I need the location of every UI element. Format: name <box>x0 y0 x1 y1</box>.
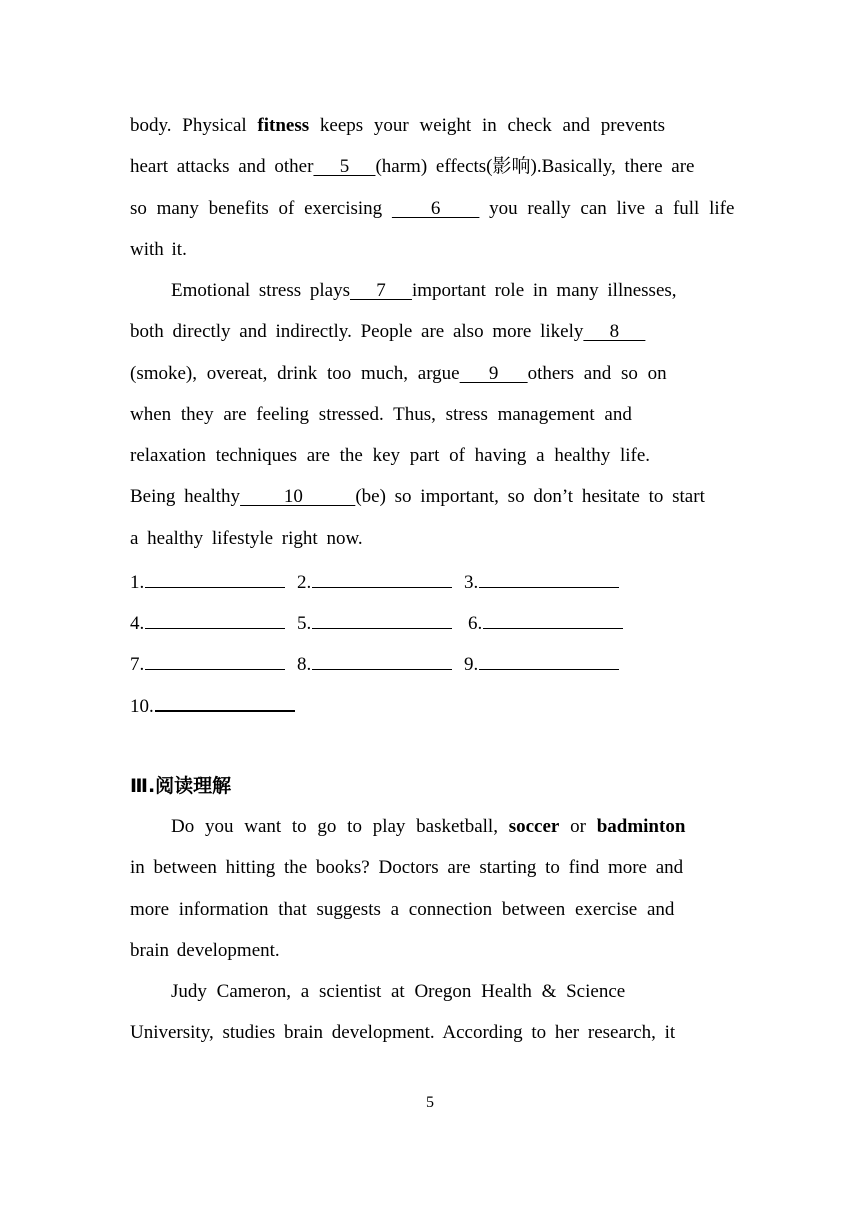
answer-blank[interactable] <box>145 568 285 588</box>
text: University, studies brain development. According to her research, it <box>130 1022 676 1043</box>
text: in between hitting the books? Doctors are starting to find more and <box>130 857 684 878</box>
answer-blank[interactable] <box>155 691 295 712</box>
answer-number: 2. <box>297 572 312 593</box>
answer-blank[interactable] <box>479 568 619 588</box>
answer-number: 5. <box>297 613 312 634</box>
answer-number: 7. <box>130 654 145 675</box>
reading-line-3 <box>130 898 730 922</box>
text: (smoke), overeat, drink too much, argue <box>130 363 460 384</box>
answer-number: 9. <box>464 654 479 675</box>
passage-line-11 <box>130 527 730 551</box>
answer-number: 1. <box>130 572 145 593</box>
text: body. Physical <box>130 115 247 136</box>
answer-line-6[interactable] <box>468 609 623 636</box>
answer-blank[interactable] <box>312 650 452 670</box>
passage-line-4 <box>130 238 730 262</box>
section-heading: Ⅲ.阅读理解 <box>130 775 232 797</box>
answer-number: 10. <box>130 696 154 717</box>
passage-line-10 <box>130 485 730 509</box>
reading-line-6 <box>130 1021 730 1045</box>
passage-line-1 <box>130 114 690 138</box>
passage-line-6 <box>130 320 730 344</box>
answer-number: 6. <box>468 613 483 634</box>
text: Being healthy <box>130 486 241 507</box>
answer-line-10[interactable] <box>130 691 295 719</box>
blank-9[interactable]: 9 <box>459 363 528 384</box>
text: relaxation techniques are the key part of having a healthy life. <box>130 445 651 466</box>
text: others and so on <box>527 363 667 384</box>
answer-line-9[interactable] <box>464 650 619 677</box>
text: Judy Cameron, a scientist at Oregon Health & Science <box>171 981 626 1002</box>
reading-line-4 <box>130 939 730 963</box>
reading-line-2 <box>130 856 730 880</box>
text: a healthy lifestyle right now. <box>130 528 363 549</box>
bold-word-fitness: fitness <box>257 115 310 136</box>
text: (be) so important, so don’t hesitate to start <box>355 486 705 507</box>
blank-10[interactable]: 10 <box>240 486 356 507</box>
bold-word-badminton: badminton <box>596 816 686 837</box>
passage-line-5 <box>171 279 730 303</box>
answer-blank[interactable] <box>145 650 285 670</box>
bold-word-soccer: soccer <box>508 816 560 837</box>
passage-line-8 <box>130 403 730 427</box>
text: more information that suggests a connection between exercise and <box>130 899 675 920</box>
answer-blank[interactable] <box>312 609 452 629</box>
answer-line-3[interactable] <box>464 568 619 595</box>
answer-blank[interactable] <box>483 609 623 629</box>
answer-blank[interactable] <box>479 650 619 670</box>
blank-5[interactable]: 5 <box>313 156 376 177</box>
answer-blank[interactable] <box>312 568 452 588</box>
blank-6[interactable]: 6 <box>391 198 480 219</box>
text: Do you want to go to play basketball, <box>171 816 498 837</box>
answer-line-8[interactable] <box>297 650 452 677</box>
text: keeps your weight in check and prevents <box>319 115 666 136</box>
text: you really can live a full life <box>489 198 735 219</box>
text: with it. <box>130 239 187 260</box>
passage-line-7 <box>130 362 730 386</box>
answer-number: 3. <box>464 572 479 593</box>
blank-8[interactable]: 8 <box>583 321 646 342</box>
passage-line-9 <box>130 444 730 468</box>
text: Emotional stress plays <box>171 280 350 301</box>
text: when they are feeling stressed. Thus, stress management and <box>130 404 632 425</box>
text: or <box>570 816 586 837</box>
answer-line-4[interactable] <box>130 609 285 636</box>
passage-line-2 <box>130 155 730 179</box>
reading-line-5 <box>171 980 730 1004</box>
text: heart attacks and other <box>130 156 314 177</box>
answer-line-5[interactable] <box>297 609 452 636</box>
text: both directly and indirectly. People are also more likely <box>130 321 584 342</box>
answer-number: 4. <box>130 613 145 634</box>
blank-7[interactable]: 7 <box>349 280 412 301</box>
text: brain development. <box>130 940 280 961</box>
reading-line-1 <box>171 815 711 839</box>
text: important role in many illnesses, <box>411 280 677 301</box>
answer-line-1[interactable] <box>130 568 285 595</box>
page-number: 5 <box>426 1094 434 1111</box>
text: so many benefits of exercising <box>130 198 383 219</box>
answer-line-7[interactable] <box>130 650 285 677</box>
answer-number: 8. <box>297 654 312 675</box>
answer-blank[interactable] <box>145 609 285 629</box>
passage-line-3 <box>130 197 735 221</box>
text: (harm) effects(影响).Basically, there are <box>375 156 695 177</box>
answer-line-2[interactable] <box>297 568 452 595</box>
